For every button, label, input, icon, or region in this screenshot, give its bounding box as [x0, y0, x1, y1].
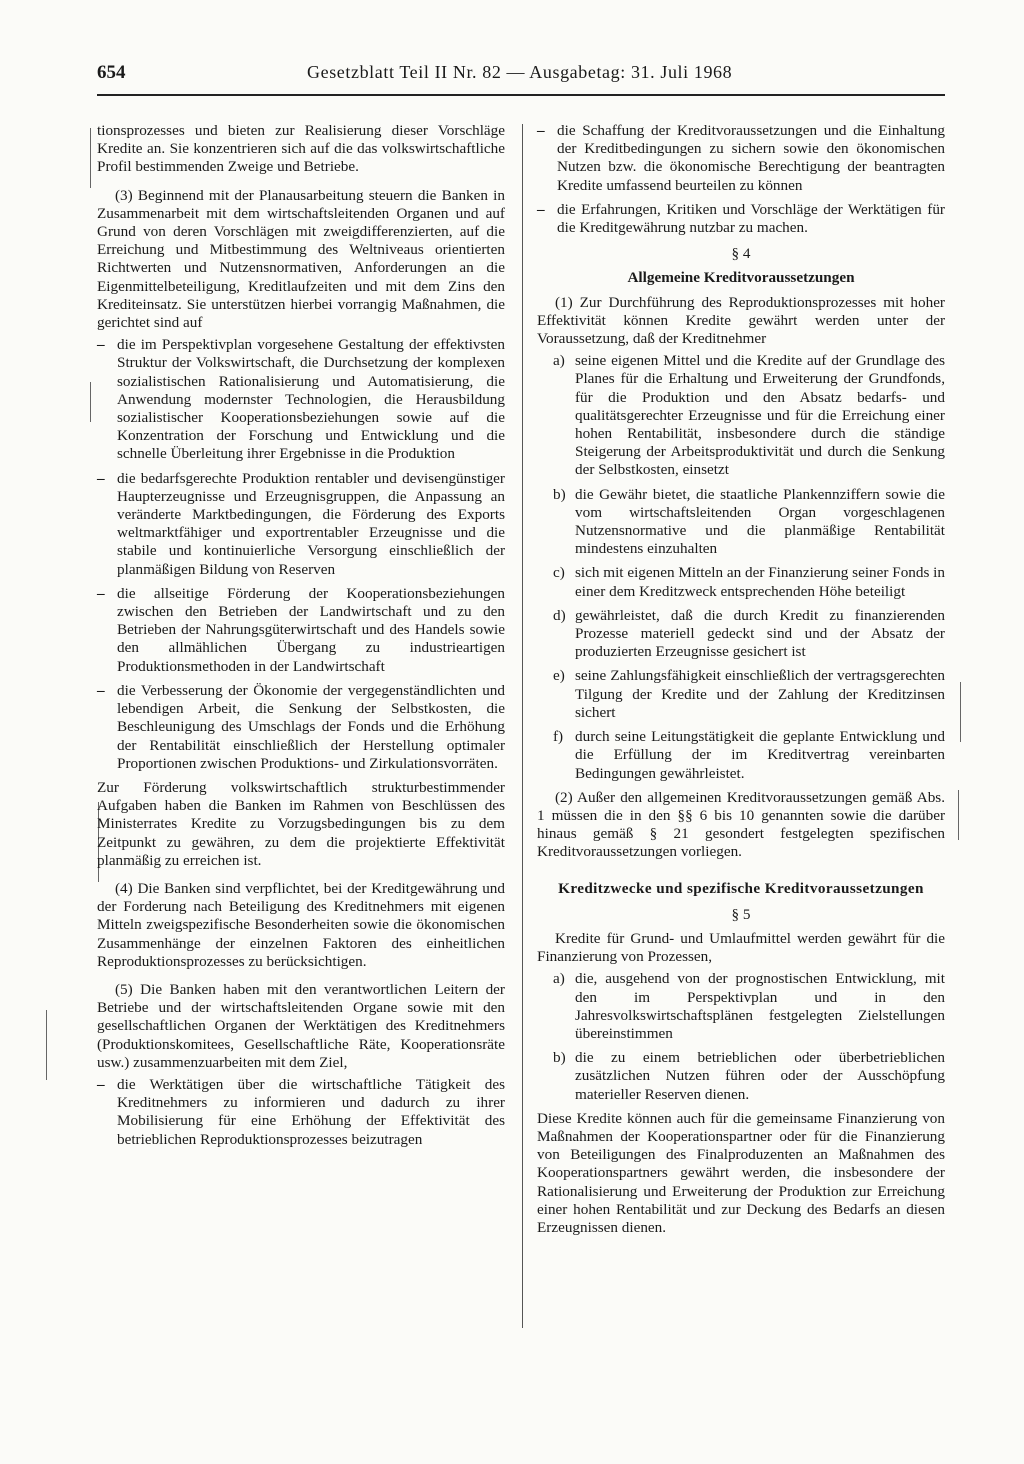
- header-title: Gesetzblatt Teil II Nr. 82 — Ausgabetag: 31. Juli 1968: [307, 62, 733, 82]
- right-column: [537, 122, 945, 1237]
- section-4-title: Allgemeine Kreditvoraussetzungen: [627, 269, 855, 287]
- section-5-number: § 5: [731, 905, 751, 923]
- list-label: f): [553, 728, 564, 746]
- list-text: durch seine Leitungstätigkeit die geplante Entwicklung und die Erfüllung der im Kreditvertrag vereinbarten Bedingungen gewährleistet.: [575, 728, 945, 782]
- paragraph-continuation: tionsprozesses und bieten zur Realisierung dieser Vorschläge Kredite an. Sie konzentrieren sich auf die das volkswirtschaftliche Profil bestimmenden Zweige und Betriebe.: [97, 122, 505, 176]
- margin-mark: [46, 1010, 47, 1080]
- list-label: a): [553, 352, 565, 370]
- list-label: b): [553, 1049, 566, 1067]
- list-label: a): [553, 970, 565, 988]
- list-item: – die Erfahrungen, Kritiken und Vorschläge der Werktätigen für die Kreditgewährung nutzbar zu machen.: [537, 201, 945, 237]
- section-4-paragraph-1: (1) Zur Durchführung des Reproduktionsprozesses mit hoher Effektivität können Kredite gewährt werden unter der Voraussetzung, daß der Kreditnehmer: [537, 293, 945, 348]
- list-text: die Gewähr bietet, die staatliche Plankennziffern sowie die vom wirtschaftsleitenden Organ vorgeschlagenen Nutzensnormative und die planmäßige Rentabilität mindestens einzuhalten: [575, 485, 945, 558]
- list-item: – die bedarfsgerechte Produktion rentabler und devisengünstiger Haupterzeugnisse und Erzeugnisgruppen, die Anpassung an veränderte Marktbedingungen, die Förderung des Exports weltmarktfähiger und exportrentabler Erzeugnisse und die stabile und kontinuierliche Versorgung einschließlich der planmäßigen Bildung von Reserven: [97, 470, 505, 579]
- section-4-list: [537, 352, 945, 782]
- list-item: [537, 607, 945, 662]
- page-number: 654: [97, 62, 126, 83]
- list-item: [537, 970, 945, 1043]
- header-rule: [97, 94, 945, 96]
- paragraph-3: (3) Beginnend mit der Planausarbeitung steuern die Banken in Zusammenarbeit mit dem wirtschaftsleitenden Organen und auf Grund von deren Vorschlägen mit zweigdifferenzierten, auf die Erreichung und Mitbestimmung des Weltniveaus orientierten Richtwerten und Nutzensnormativen, Anforderungen an die Eigenmittelbeteiligung, Kreditlaufzeiten und mit dem Zins den Krediteinsatz. Sie unterstützen hierbei vorrangig Maßnahmen, die gerichtet sind auf: [97, 186, 505, 332]
- list-item: – die allseitige Förderung der Kooperationsbeziehungen zwischen den Betrieben der Landwirtschaft und zu den Betrieben der Nahrungsgüterwirtschaft und des Handels sowie den allmählichen Übergang zu industrieartigen Produktionsmethoden in der Landwirtschaft: [97, 585, 505, 676]
- list-text: seine eigenen Mittel und die Kredite auf der Grundlage des Planes für die Erhaltung und Erweiterung der Grundfonds, für die Produktion und den Absatz bedarfs- und qualitätsgerechter Erzeugnisse und für die Erreichung einer hohen Rentabilität, insbesondere durch die ständige Steigerung der Arbeitsproduktivität und durch die Senkung der Selbstkosten, einsetzt: [575, 352, 945, 479]
- subheading: Kreditzwecke und spezifische Kreditvoraussetzungen: [558, 879, 924, 897]
- list-text: sich mit eigenen Mitteln an der Finanzierung seiner Fonds in einer dem Kreditzweck entsprechenden Höhe beteiligt: [575, 564, 945, 600]
- list-text: seine Zahlungsfähigkeit einschließlich der vertragsgerechten Tilgung der Kredite und der Zahlung der Kreditzinsen sichert: [575, 667, 945, 721]
- page-header: [97, 60, 945, 90]
- list-label: c): [553, 564, 565, 582]
- left-column: [97, 122, 505, 1155]
- list-item: – die im Perspektivplan vorgesehene Gestaltung der effektivsten Struktur der Volkswirtschaft, die Durchsetzung der komplexen sozialistischen Rationalisierung und Automatisierung, die Anwendung modernster Technologien, die Herausbildung sozialistischer Kooperationsbeziehungen sowie auf die Konzentration der Forschung und Entwicklung und die schnelle Überleitung ihrer Ergebnisse in die Produktion: [97, 336, 505, 463]
- list-item: – die Schaffung der Kreditvoraussetzungen und die Einhaltung der Kreditbedingungen zu sichern sowie den ökonomischen Nutzen bzw. die ökonomische Berechtigung der beantragten Kredite umfassend beurteilen zu können: [537, 122, 945, 195]
- list-item: [537, 352, 945, 479]
- list-text: die zu einem betrieblichen oder überbetrieblichen zusätzlichen Nutzen führen oder der Ausschöpfung materieller Reserven dienen.: [575, 1049, 945, 1103]
- margin-mark: [90, 128, 91, 188]
- margin-mark: [960, 682, 961, 742]
- section-5-intro: Kredite für Grund- und Umlaufmittel werden gewährt für die Finanzierung von Prozessen,: [537, 929, 945, 966]
- column-divider: [522, 124, 523, 1328]
- paragraph-5-list: [97, 1076, 505, 1149]
- margin-mark: [90, 382, 91, 422]
- margin-mark: [958, 790, 959, 840]
- paragraph-5: (5) Die Banken haben mit den verantwortlichen Leitern der Betriebe und der wirtschaftsleitenden Organe sowie mit den gesellschaftlichen Organen der Werktätigen des Kreditnehmers (Produktionskomitees, Gesellschaftliche Räte, Kooperationsräte usw.) zusammenzuarbeiten mit dem Ziel,: [97, 980, 505, 1071]
- paragraph-3-tail: Zur Förderung volkswirtschaftlich strukturbestimmender Aufgaben haben die Banken im Rahmen von Beschlüssen des Ministerrates Kredite zu Vorzugsbedingungen bis zu dem Zeitpunkt zu gewähren, zu dem die projektierte Effektivität planmäßig zu erreichen ist.: [97, 778, 505, 869]
- list-item: – die Verbesserung der Ökonomie der vergegenständlichten und lebendigen Arbeit, die Senkung der Selbstkosten, die Beschleunigung des Umschlags der Fonds und die Erhöhung der Rentabilität einschließlich der Herstellung optimaler Proportionen zwischen Produktions- und Zirkulationsvorräten.: [97, 682, 505, 773]
- list-label: d): [553, 606, 566, 624]
- list-label: b): [553, 485, 566, 503]
- continued-list: [537, 122, 945, 237]
- section-5-tail: Diese Kredite können auch für die gemeinsame Finanzierung von Maßnahmen der Kooperationspartner oder für die Finanzierung von Beteiligungen des Finalproduzenten an Maßnahmen des Kooperationspartners gewährt werden, die insbesondere der Rationalisierung und Erweiterung der Produktion zur Erreichung einer hohen Rentabilität und zur Deckung des Bedarfs an diesen Erzeugnissen dienen.: [537, 1109, 945, 1236]
- list-label: e): [553, 667, 565, 685]
- list-item: [537, 728, 945, 783]
- paragraph-3-list: [97, 336, 505, 773]
- section-5-list: [537, 970, 945, 1103]
- list-text: gewährleistet, daß die durch Kredit zu finanzierenden Prozesse materiell gedeckt sind und der Absatz der produzierten Erzeugnisse gesichert ist: [575, 606, 945, 661]
- list-text: die, ausgehend von der prognostischen Entwicklung, mit den im Perspektivplan und in den Jahresvolkswirtschaftsplänen festgelegten Zielstellungen übereinstimmen: [575, 970, 945, 1042]
- paragraph-4: (4) Die Banken sind verpflichtet, bei der Kreditgewährung und der Forderung nach Beteiligung des Kreditnehmers mit eigenen Mitteln zweigspezifische Besonderheiten sowie die ökonomischen Zusammenhänge der einzelnen Faktoren des einheitlichen Reproduktionsprozesses zu berücksichtigen.: [97, 879, 505, 970]
- section-4-paragraph-2: (2) Außer den allgemeinen Kreditvoraussetzungen gemäß Abs. 1 müssen die in den §§ 6 bis 10 genannten sowie die darüber hinaus gemäß § 21 gesondert festgelegten spezifischen Kreditvoraussetzungen vorliegen.: [537, 788, 945, 861]
- list-item: [537, 1049, 945, 1104]
- section-4-number: § 4: [731, 245, 751, 263]
- list-item: – die Werktätigen über die wirtschaftliche Tätigkeit des Kreditnehmers zu informieren und dadurch zu ihrer Mobilisierung für eine Erhöhung der Effektivität des betrieblichen Reproduktionsprozesses beizutragen: [97, 1076, 505, 1149]
- list-item: [537, 486, 945, 559]
- list-item: [537, 564, 945, 600]
- list-item: [537, 667, 945, 722]
